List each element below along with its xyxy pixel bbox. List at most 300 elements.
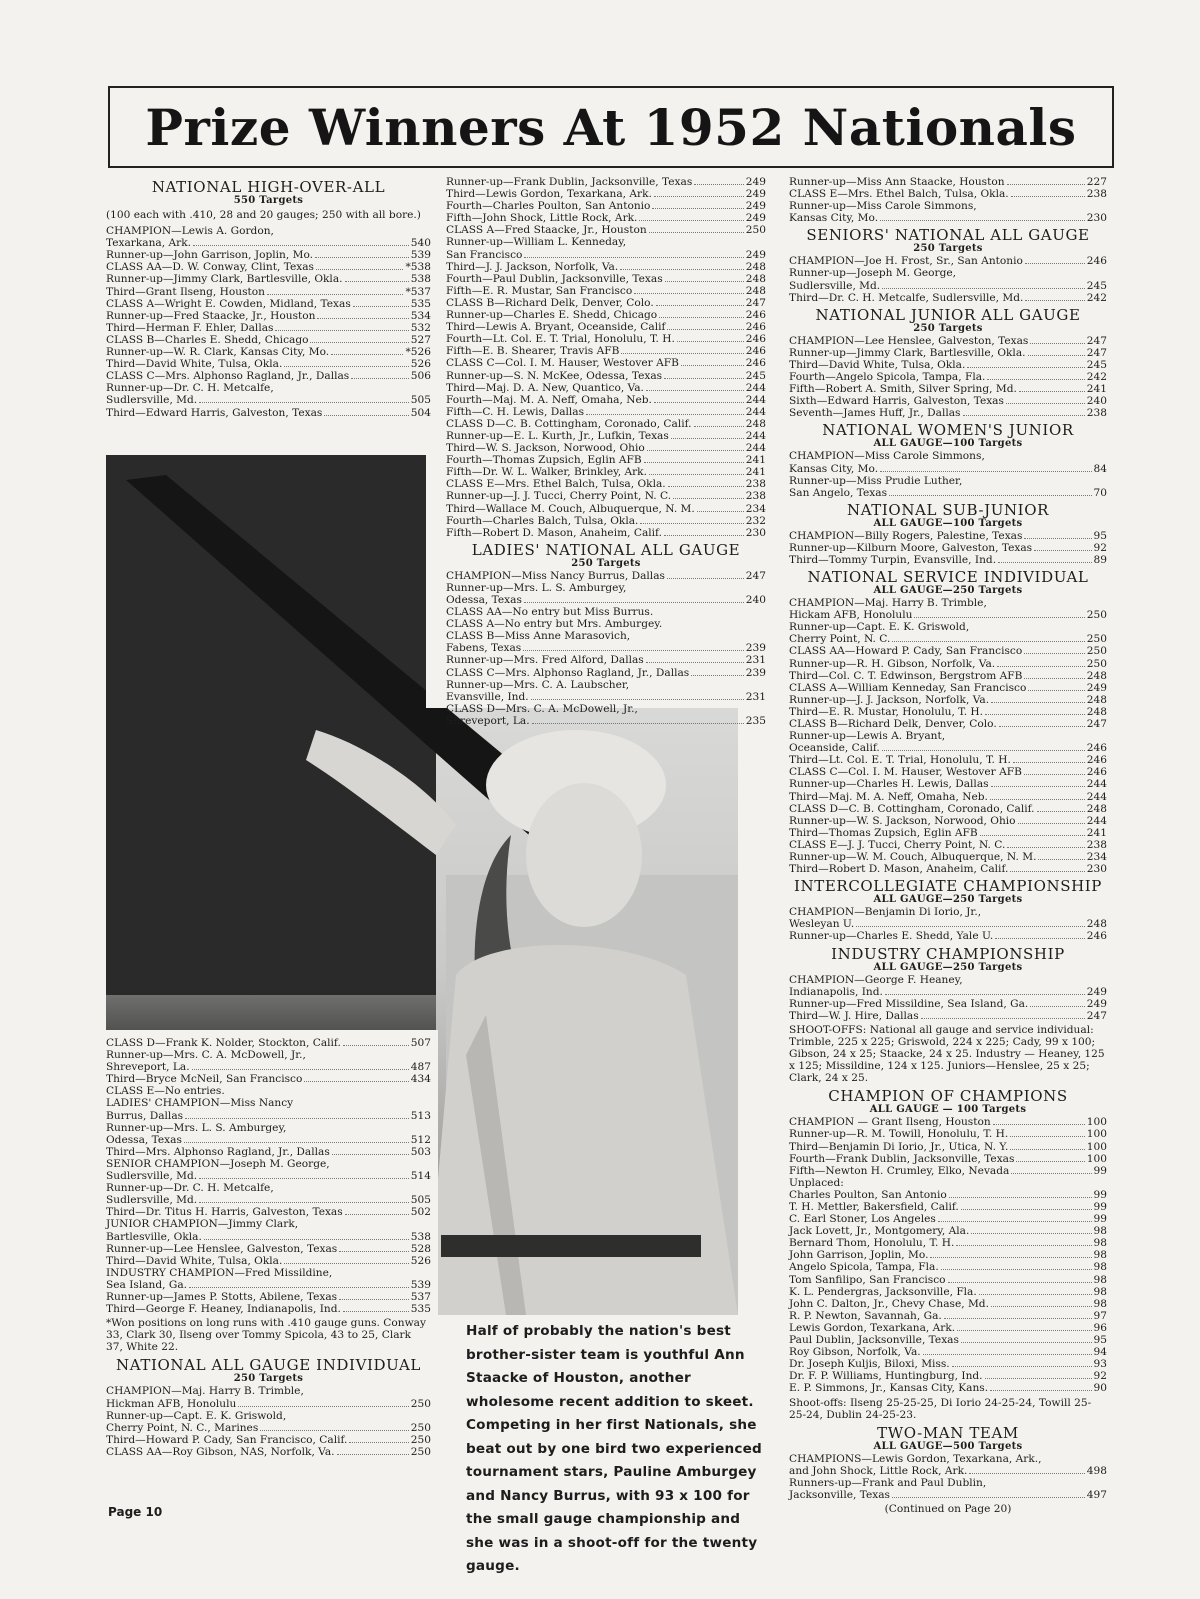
entry-name: CLASS AA—Roy Gibson, NAS, Norfolk, Va. [106, 1445, 335, 1458]
entry-name: Indianapolis, Ind. [789, 985, 883, 998]
entry-score: 246 [745, 333, 766, 346]
entry-name: Runner-up—R. H. Gibson, Norfolk, Va. [789, 657, 996, 670]
entry-name: CLASS B—Richard Delk, Denver, Colo. [789, 718, 997, 730]
section-heading: TWO-MAN TEAM [877, 1423, 1019, 1442]
result-entry [446, 297, 766, 309]
result-entry [106, 1122, 431, 1134]
entry-score: 539 [410, 249, 431, 262]
leader-dots [656, 305, 744, 306]
section-sub: 250 Targets [913, 322, 983, 334]
leader-dots [985, 714, 1085, 715]
entry-name: Runners-up—Frank and Paul Dublin, [789, 1476, 987, 1489]
entry-name: Sudlersville, Md. [106, 1170, 198, 1183]
leader-dots [856, 926, 1085, 927]
entry-name: Fifth—Newton H. Crumley, Elko, Nevada [789, 1164, 1010, 1177]
result-entry [789, 754, 1107, 766]
title-banner [108, 86, 1114, 168]
entry-name: Runner-up—Dr. C. H. Metcalfe, [106, 382, 274, 395]
leader-dots [991, 1306, 1092, 1307]
entries-list [789, 530, 1107, 566]
entry-score: 240 [745, 594, 766, 606]
result-entry [446, 527, 766, 539]
entry-name: CHAMPION—Miss Carole Simmons, [789, 450, 985, 463]
result-entry [789, 1477, 1107, 1489]
section-sub: 250 Targets [913, 243, 983, 255]
result-entry [446, 570, 766, 582]
page-title: Prize Winners At 1952 Nationals [145, 98, 1077, 157]
entry-name: Cherry Point, N. C., Marines [106, 1421, 259, 1434]
entry-name: Third—David White, Tulsa, Okla. [106, 358, 283, 371]
result-entry [789, 1116, 1107, 1128]
entry-name: Runner-up—Kilburn Moore, Galveston, Texas [789, 541, 1033, 554]
result-entry [789, 1358, 1107, 1370]
leader-dots [654, 402, 744, 403]
entry-name: Runner-up—Charles E. Shedd, Yale U. [789, 930, 994, 943]
leader-dots [969, 1473, 1084, 1474]
result-entry [789, 633, 1107, 645]
entry-score: 227 [1086, 176, 1107, 188]
leader-dots [1025, 263, 1085, 264]
result-entry [446, 394, 766, 406]
result-entry [446, 430, 766, 442]
result-entry [446, 285, 766, 297]
result-entry [106, 1255, 431, 1267]
result-entry [789, 1189, 1107, 1201]
entry-name: Fourth—Angelo Spicola, Tampa, Fla. [789, 371, 986, 384]
entry-score: 248 [1086, 802, 1107, 815]
section-sub: ALL GAUGE—100 Targets [873, 438, 1023, 450]
leader-dots [990, 799, 1085, 800]
leader-dots [193, 245, 409, 246]
leader-dots [532, 723, 744, 724]
entry-score: 246 [745, 309, 766, 322]
entry-score: 502 [410, 1206, 431, 1219]
entry-score: 100 [1086, 1152, 1107, 1165]
entry-score: 535 [410, 297, 431, 310]
entry-score: 247 [1086, 718, 1107, 730]
entry-name: Third—Maj. M. A. Neff, Omaha, Neb. [789, 790, 988, 803]
result-entry [789, 335, 1107, 347]
entry-name: CHAMPION — Grant Ilseng, Houston [789, 1116, 991, 1129]
entry-name: Third—Wallace M. Couch, Albuquerque, N. M. [446, 502, 695, 515]
page-number: Page 10 [108, 1505, 163, 1519]
entry-score: 238 [1086, 188, 1107, 201]
leader-dots [649, 474, 744, 475]
entry-score: 244 [745, 442, 766, 455]
result-entry [446, 370, 766, 382]
result-entry [106, 1291, 431, 1303]
entry-name: Runner-up—Jimmy Clark, Bartlesville, Okla. [789, 346, 1026, 359]
result-entry [789, 1128, 1107, 1140]
result-entry [446, 691, 766, 703]
leader-dots [667, 329, 743, 330]
entry-name: Runner-up—Miss Prudie Luther, [789, 474, 963, 487]
result-entry [106, 1398, 431, 1410]
entry-name: Runner-up—John Garrison, Joplin, Mo. [106, 249, 314, 262]
result-entry [789, 609, 1107, 621]
entry-name: Third—Mrs. Alphonso Ragland, Jr., Dallas [106, 1145, 330, 1158]
result-entry [106, 1434, 431, 1446]
entry-score: 93 [1093, 1358, 1107, 1371]
result-entry [789, 658, 1107, 670]
entry-score: 250 [410, 1397, 431, 1410]
result-entry [789, 1141, 1107, 1153]
section-heading: NATIONAL HIGH-OVER-ALL [151, 178, 386, 196]
leader-dots [343, 1045, 409, 1046]
result-entry [789, 1298, 1107, 1310]
leader-dots [646, 390, 744, 391]
section-sub: ALL GAUGE—250 Targets [873, 961, 1023, 973]
result-entry [789, 200, 1107, 212]
entry-score: 538 [410, 1230, 431, 1243]
entry-score: 244 [745, 429, 766, 442]
leader-dots [284, 1263, 408, 1264]
result-entry [106, 1267, 431, 1279]
leader-dots [192, 1069, 409, 1070]
entry-name: Third—Tommy Turpin, Evansville, Ind. [789, 553, 997, 566]
entry-name: Sea Island, Ga. [106, 1278, 188, 1291]
result-entry [106, 1422, 431, 1434]
leader-dots [694, 426, 744, 427]
entry-score: 487 [410, 1061, 431, 1074]
entry-score: 532 [410, 321, 431, 334]
leader-dots [880, 471, 1091, 472]
leader-dots [668, 486, 744, 487]
result-entry [446, 406, 766, 418]
entry-name: Fourth—Maj. M. A. Neff, Omaha, Neb. [446, 393, 652, 406]
entry-name: CLASS E—Mrs. Ethel Balch, Tulsa, Okla. [789, 188, 1009, 201]
result-entry [106, 394, 431, 406]
entry-name: Cherry Point, N. C. [789, 633, 891, 646]
leader-dots [880, 220, 1085, 221]
result-entry [446, 309, 766, 321]
entry-score: 514 [410, 1170, 431, 1183]
entry-name: CLASS C—Col. I. M. Hauser, Westover AFB [789, 766, 1022, 779]
leader-dots [941, 1269, 1092, 1270]
entry-score: 230 [1086, 863, 1107, 876]
leader-dots [659, 317, 744, 318]
result-entry [789, 1010, 1107, 1022]
result-entry [446, 454, 766, 466]
entry-score: 246 [745, 357, 766, 370]
entry-name: Third—Howard P. Cady, San Francisco, Calif. [106, 1433, 348, 1446]
entry-name: Runner-up—Lewis A. Bryant, [789, 730, 946, 743]
entry-score: 506 [410, 370, 431, 383]
entry-name: CLASS A—No entry but Mrs. Amburgey. [446, 618, 663, 631]
entry-name: Paul Dublin, Jacksonville, Texas [789, 1334, 959, 1347]
entries-list [106, 1037, 431, 1315]
entry-name: Runner-up—Lee Henslee, Galveston, Texas [106, 1242, 338, 1255]
entry-score: 526 [410, 1254, 431, 1267]
section-heading: INTERCOLLEGIATE CHAMPIONSHIP [794, 877, 1102, 896]
result-entry [789, 827, 1107, 839]
entry-score: 246 [1086, 766, 1107, 779]
result-entry [446, 503, 766, 515]
leader-dots [1011, 1173, 1091, 1174]
entry-name: Third—J. J. Jackson, Norfolk, Va. [446, 260, 619, 273]
result-entry [789, 267, 1107, 279]
entry-name: Third—Dr. Titus H. Harris, Galveston, Texas [106, 1206, 343, 1219]
section-sub: ALL GAUGE — 100 Targets [869, 1104, 1027, 1116]
leader-dots [892, 641, 1084, 642]
entry-name: INDUSTRY CHAMPION—Fred Missildine, [106, 1266, 333, 1279]
result-entry [789, 212, 1107, 224]
result-entry [789, 255, 1107, 267]
entry-score: 244 [1086, 778, 1107, 791]
entry-score: 244 [1086, 814, 1107, 827]
entry-score: 84 [1093, 462, 1107, 475]
result-entry [446, 321, 766, 333]
column-2 [446, 176, 766, 727]
entry-name: Third—Edward Harris, Galveston, Texas [106, 406, 323, 419]
entry-score: 238 [1086, 407, 1107, 420]
entry-name: Fifth—C. H. Lewis, Dallas [446, 405, 585, 418]
result-entry [106, 1194, 431, 1206]
entry-name: Third—Bryce McNeil, San Francisco [106, 1073, 303, 1086]
result-entry [106, 1410, 431, 1422]
entry-name: CLASS D—C. B. Cottingham, Coronado, Calif. [789, 802, 1035, 815]
result-entry [106, 1110, 431, 1122]
entry-name: Runner-up—Mrs. C. A. McDowell, Jr., [106, 1049, 306, 1062]
leader-dots [649, 232, 744, 233]
entry-score: 247 [1086, 1009, 1107, 1022]
result-entry [106, 346, 431, 358]
entry-name: Charles Poulton, San Antonio [789, 1188, 947, 1201]
leader-dots [1010, 1136, 1085, 1137]
leader-dots [345, 1214, 409, 1215]
result-entry [106, 1158, 431, 1170]
continued-note: (Continued on Page 20) [884, 1503, 1012, 1516]
leader-dots [923, 1354, 1092, 1355]
entry-name: Runner-up—Mrs. Fred Alford, Dallas [446, 654, 644, 667]
result-entry [446, 382, 766, 394]
entry-name: CHAMPION—Lee Henslee, Galveston, Texas [789, 334, 1029, 347]
result-entry [789, 730, 1107, 742]
result-entry [446, 442, 766, 454]
leader-dots [204, 1239, 409, 1240]
entry-name: Fourth—Paul Dublin, Jacksonville, Texas [446, 272, 663, 285]
leader-dots [944, 1318, 1092, 1319]
result-entry [789, 974, 1107, 986]
leader-dots [681, 365, 744, 366]
leader-dots [963, 415, 1085, 416]
leader-dots [1010, 1149, 1084, 1150]
entry-name: Burrus, Dallas [106, 1109, 184, 1122]
entry-name: Third—George F. Heaney, Indianapolis, Ind. [106, 1303, 341, 1316]
leader-dots [993, 1124, 1085, 1125]
leader-dots [1007, 184, 1085, 185]
leader-dots [980, 835, 1085, 836]
result-entry [789, 176, 1107, 188]
entry-name: Runner-up—W. S. Jackson, Norwood, Ohio [789, 814, 1016, 827]
leader-dots [654, 196, 744, 197]
result-entry [789, 371, 1107, 383]
result-entry [446, 582, 766, 594]
entry-name: JUNIOR CHAMPION—Jimmy Clark, [106, 1218, 299, 1231]
entry-score: 505 [410, 1194, 431, 1207]
section-sub: 250 Targets [571, 557, 641, 569]
leader-dots [310, 342, 408, 343]
result-entry [789, 347, 1107, 359]
result-entry [789, 906, 1107, 918]
section-note: SHOOT-OFFS: National all gauge and service individual: Trimble, 225 x 225; Griswold, 224 x 225; Cady, 99 x 100; Gibson, 24 x 25; Staacke, 24 x 25. Industry — Heaney, 125 x 125; Missildine, 124 x 125. Juniors—Henslee, 25 x 25; Clark, 24 x 25. [789, 1023, 1105, 1085]
leader-dots [1028, 355, 1085, 356]
leader-dots [967, 367, 1084, 368]
leader-dots [677, 341, 744, 342]
result-entry [446, 667, 766, 679]
result-entry [446, 654, 766, 666]
entry-score: 246 [745, 345, 766, 358]
result-entry [789, 359, 1107, 371]
entry-name: Fabens, Texas [446, 642, 522, 655]
result-entry [789, 1261, 1107, 1273]
result-entry [106, 358, 431, 370]
entry-score: 248 [745, 417, 766, 430]
result-entry [789, 778, 1107, 790]
leader-dots [997, 666, 1085, 667]
leader-dots [1011, 196, 1085, 197]
entry-score: 503 [410, 1145, 431, 1158]
leader-dots [914, 617, 1084, 618]
section-heading: NATIONAL WOMEN'S JUNIOR [822, 421, 1074, 440]
result-entry [789, 395, 1107, 407]
entry-name: Odessa, Texas [446, 594, 522, 606]
leader-dots [620, 269, 744, 270]
entry-name: CHAMPIONS—Lewis Gordon, Texarkana, Ark., [789, 1452, 1042, 1465]
leader-dots [664, 378, 744, 379]
result-entry [789, 1453, 1107, 1465]
entry-score: 537 [410, 1290, 431, 1303]
section-heading: NATIONAL ALL GAUGE INDIVIDUAL [116, 1356, 421, 1375]
entries-list [106, 1385, 431, 1458]
leader-dots [667, 578, 744, 579]
entry-name: Angelo Spicola, Tampa, Fla. [789, 1261, 939, 1274]
result-entry [789, 815, 1107, 827]
entry-score: 249 [745, 176, 766, 188]
entry-name: Runner-up—Mrs. L. S. Amburgey, [106, 1121, 287, 1134]
entry-name: CHAMPION—Maj. Harry B. Trimble, [789, 597, 987, 610]
leader-dots [523, 650, 744, 651]
result-entry [789, 487, 1107, 499]
result-entry [789, 292, 1107, 304]
photo-caption: Half of probably the nation's best brother-sister team is youthful Ann Staacke of Houston, another wholesome recent addition to skeet. Competing in her first Nationals, she beat out by one bird two experienced tournament stars, Pauline Amburgey and Nancy Burrus, with 93 x 100 for the small gauge championship and she was in a shoot-off for the twenty gauge. [466, 1323, 762, 1574]
section-heading: NATIONAL SUB-JUNIOR [846, 500, 1050, 519]
entry-score: 248 [1086, 669, 1107, 682]
result-entry [446, 333, 766, 345]
leader-dots [634, 293, 744, 294]
entry-score: 241 [1086, 826, 1107, 839]
leader-dots [267, 294, 404, 295]
entry-score: 249 [745, 200, 766, 213]
leader-dots [331, 354, 403, 355]
result-entry [446, 357, 766, 369]
result-entry [446, 630, 766, 642]
result-entry [106, 237, 431, 249]
section-heading: CHAMPION OF CHAMPIONS [828, 1087, 1068, 1106]
result-entry [789, 542, 1107, 554]
result-entry [789, 1370, 1107, 1382]
result-entry [789, 621, 1107, 633]
section-heading: NATIONAL SERVICE INDIVIDUAL [807, 568, 1089, 587]
entry-name: Runner-up—W. M. Couch, Albuquerque, N. M. [789, 851, 1037, 864]
entry-name: Runner-up—James P. Stotts, Abilene, Texas [106, 1290, 338, 1303]
leader-dots [882, 288, 1085, 289]
leader-dots [1019, 391, 1085, 392]
entry-name: CLASS E—Mrs. Ethel Balch, Tulsa, Okla. [446, 478, 666, 491]
entry-name: Runner-up—Fred Missildine, Sea Island, Ga. [789, 997, 1029, 1010]
leader-dots [949, 1197, 1092, 1198]
result-entry [789, 1274, 1107, 1286]
entry-name: CHAMPION—Billy Rogers, Palestine, Texas [789, 529, 1023, 542]
leader-dots [324, 415, 408, 416]
entry-score: 534 [410, 309, 431, 322]
entry-score: 434 [410, 1073, 431, 1086]
result-entry [446, 679, 766, 691]
entry-score: 250 [745, 224, 766, 237]
leader-dots [284, 366, 408, 367]
entry-score: *538 [405, 261, 431, 274]
entry-score: 540 [410, 237, 431, 250]
result-entry [106, 1385, 431, 1397]
leader-dots [351, 378, 409, 379]
entry-name: Runner-up—William L. Kenneday, [446, 236, 627, 249]
entry-name: Runner-up—Dr. C. H. Metcalfe, [106, 1182, 274, 1195]
result-entry [106, 1037, 431, 1049]
result-entry [106, 407, 431, 419]
entry-score: 249 [745, 248, 766, 261]
entries-list [106, 225, 431, 419]
entry-score: 527 [410, 333, 431, 346]
entry-name: CHAMPION—Benjamin Di Iorio, Jr., [789, 906, 982, 919]
section-sub: ALL GAUGE—100 Targets [873, 517, 1023, 529]
column-3 [789, 176, 1107, 1515]
leader-dots [1037, 811, 1085, 812]
leader-dots [998, 562, 1091, 563]
entry-score: 250 [410, 1433, 431, 1446]
leader-dots [971, 1233, 1091, 1234]
entries-list [446, 176, 766, 539]
result-entry [106, 322, 431, 334]
result-entry [789, 1165, 1107, 1177]
entry-score: 99 [1093, 1201, 1107, 1213]
leader-dots [1038, 859, 1084, 860]
leader-dots [260, 1430, 409, 1431]
leader-dots [952, 1366, 1092, 1367]
entry-name: Third—Grant Ilseng, Houston [106, 285, 265, 298]
entry-name: Fourth—Charles Balch, Tulsa, Okla. [446, 514, 639, 527]
entry-name: Third—Benjamin Di Iorio, Jr., Utica, N. Y. [789, 1140, 1009, 1153]
entry-score: 240 [1086, 395, 1107, 408]
result-entry [106, 1303, 431, 1315]
entry-score: 497 [1086, 1488, 1107, 1501]
entry-score: 90 [1093, 1382, 1107, 1395]
entry-name: Roy Gibson, Norfolk, Va. [789, 1346, 921, 1359]
entry-score: 70 [1093, 486, 1107, 499]
entry-score: 96 [1093, 1321, 1107, 1334]
leader-dots [930, 1257, 1091, 1258]
entry-name: Third—Dr. C. H. Metcalfe, Sudlersville, Md. [789, 291, 1024, 304]
entry-score: 100 [1086, 1116, 1107, 1129]
entry-name: Third—W. S. Jackson, Norwood, Ohio [446, 442, 645, 455]
result-entry [106, 1146, 431, 1158]
leader-dots [184, 1142, 409, 1143]
result-entry [789, 718, 1107, 730]
entry-name: Wesleyan U. [789, 918, 855, 931]
entry-score: 248 [745, 284, 766, 297]
entry-score: 98 [1093, 1273, 1107, 1286]
result-entry [789, 998, 1107, 1010]
result-entry [789, 791, 1107, 803]
